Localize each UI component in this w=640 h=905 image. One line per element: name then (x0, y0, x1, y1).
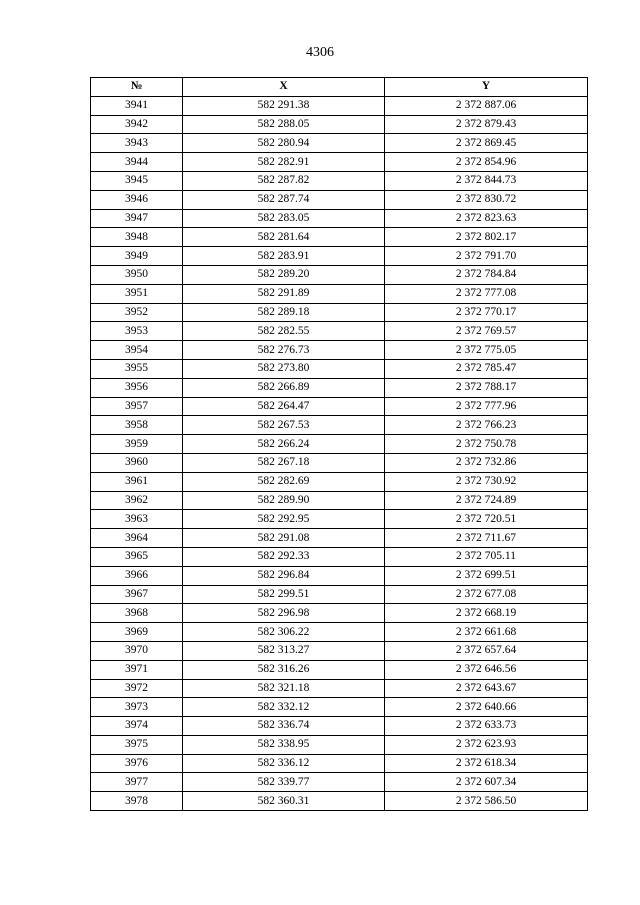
y-coordinate-cell: 2 372 887.06 (385, 96, 588, 115)
x-coordinate-cell: 582 360.31 (183, 792, 385, 811)
table-row (91, 322, 588, 341)
y-coordinate-cell: 2 372 699.51 (385, 566, 588, 585)
point-number-cell: 3942 (91, 115, 183, 134)
table-row (91, 190, 588, 209)
coordinates-table (90, 77, 588, 811)
y-coordinate-cell: 2 372 879.43 (385, 115, 588, 134)
y-coordinate-cell: 2 372 730.92 (385, 472, 588, 491)
point-number-cell: 3941 (91, 96, 183, 115)
y-coordinate-cell: 2 372 823.63 (385, 209, 588, 228)
table-row (91, 585, 588, 604)
y-coordinate-cell: 2 372 724.89 (385, 491, 588, 510)
point-number-cell: 3951 (91, 284, 183, 303)
x-coordinate-cell: 582 287.74 (183, 190, 385, 209)
table-row (91, 265, 588, 284)
table-row (91, 359, 588, 378)
point-number-cell: 3964 (91, 529, 183, 548)
point-number-cell: 3958 (91, 416, 183, 435)
point-number-cell: 3976 (91, 754, 183, 773)
table-row (91, 416, 588, 435)
table-row (91, 547, 588, 566)
y-coordinate-cell: 2 372 640.66 (385, 698, 588, 717)
table-row (91, 641, 588, 660)
table-row (91, 679, 588, 698)
table-row (91, 284, 588, 303)
x-coordinate-cell: 582 336.74 (183, 717, 385, 736)
x-coordinate-cell: 582 336.12 (183, 754, 385, 773)
table-row (91, 247, 588, 266)
x-coordinate-cell: 582 321.18 (183, 679, 385, 698)
table-row (91, 378, 588, 397)
y-coordinate-cell: 2 372 854.96 (385, 153, 588, 172)
table-row (91, 491, 588, 510)
x-coordinate-cell: 582 332.12 (183, 698, 385, 717)
x-coordinate-cell: 582 282.91 (183, 153, 385, 172)
point-number-cell: 3950 (91, 265, 183, 284)
x-coordinate-cell: 582 316.26 (183, 660, 385, 679)
point-number-cell: 3962 (91, 491, 183, 510)
point-number-cell: 3946 (91, 190, 183, 209)
table-row (91, 96, 588, 115)
point-number-cell: 3969 (91, 623, 183, 642)
y-coordinate-cell: 2 372 657.64 (385, 641, 588, 660)
point-number-cell: 3947 (91, 209, 183, 228)
x-coordinate-cell: 582 292.33 (183, 547, 385, 566)
y-coordinate-cell: 2 372 844.73 (385, 171, 588, 190)
x-coordinate-cell: 582 288.05 (183, 115, 385, 134)
x-coordinate-cell: 582 291.08 (183, 529, 385, 548)
x-coordinate-cell: 582 264.47 (183, 397, 385, 416)
y-coordinate-cell: 2 372 705.11 (385, 547, 588, 566)
point-number-cell: 3968 (91, 604, 183, 623)
x-coordinate-cell: 582 299.51 (183, 585, 385, 604)
y-coordinate-cell: 2 372 777.96 (385, 397, 588, 416)
x-coordinate-cell: 582 283.91 (183, 247, 385, 266)
x-coordinate-cell: 582 267.53 (183, 416, 385, 435)
x-coordinate-cell: 582 291.38 (183, 96, 385, 115)
y-coordinate-cell: 2 372 869.45 (385, 134, 588, 153)
y-coordinate-cell: 2 372 643.67 (385, 679, 588, 698)
point-number-cell: 3972 (91, 679, 183, 698)
y-coordinate-cell: 2 372 830.72 (385, 190, 588, 209)
y-coordinate-cell: 2 372 775.05 (385, 341, 588, 360)
table-row (91, 660, 588, 679)
point-number-cell: 3974 (91, 717, 183, 736)
y-coordinate-cell: 2 372 623.93 (385, 735, 588, 754)
point-number-cell: 3955 (91, 359, 183, 378)
y-coordinate-cell: 2 372 802.17 (385, 228, 588, 247)
x-coordinate-cell: 582 291.89 (183, 284, 385, 303)
y-coordinate-cell: 2 372 646.56 (385, 660, 588, 679)
y-coordinate-cell: 2 372 791.70 (385, 247, 588, 266)
x-coordinate-cell: 582 266.24 (183, 435, 385, 454)
x-coordinate-cell: 582 280.94 (183, 134, 385, 153)
point-number-cell: 3971 (91, 660, 183, 679)
x-coordinate-cell: 582 338.95 (183, 735, 385, 754)
y-coordinate-cell: 2 372 777.08 (385, 284, 588, 303)
point-number-cell: 3978 (91, 792, 183, 811)
x-coordinate-cell: 582 276.73 (183, 341, 385, 360)
table-row (91, 717, 588, 736)
y-coordinate-cell: 2 372 668.19 (385, 604, 588, 623)
point-number-cell: 3973 (91, 698, 183, 717)
y-coordinate-cell: 2 372 766.23 (385, 416, 588, 435)
point-number-cell: 3970 (91, 641, 183, 660)
table-row (91, 623, 588, 642)
x-coordinate-cell: 582 339.77 (183, 773, 385, 792)
y-coordinate-cell: 2 372 788.17 (385, 378, 588, 397)
table-row (91, 529, 588, 548)
point-number-cell: 3948 (91, 228, 183, 247)
point-number-cell: 3957 (91, 397, 183, 416)
point-number-cell: 3959 (91, 435, 183, 454)
point-number-cell: 3949 (91, 247, 183, 266)
x-coordinate-cell: 582 292.95 (183, 510, 385, 529)
table-row (91, 472, 588, 491)
x-coordinate-cell: 582 281.64 (183, 228, 385, 247)
table-row (91, 566, 588, 585)
x-coordinate-cell: 582 282.55 (183, 322, 385, 341)
table-row (91, 228, 588, 247)
point-number-cell: 3975 (91, 735, 183, 754)
table-row (91, 171, 588, 190)
table-row (91, 510, 588, 529)
point-number-cell: 3943 (91, 134, 183, 153)
page-number: 4306 (306, 45, 334, 60)
y-coordinate-cell: 2 372 607.34 (385, 773, 588, 792)
table-header (91, 78, 588, 97)
table-row (91, 209, 588, 228)
point-number-cell: 3960 (91, 453, 183, 472)
point-number-cell: 3967 (91, 585, 183, 604)
point-number-cell: 3954 (91, 341, 183, 360)
table-row (91, 735, 588, 754)
point-number-cell: 3944 (91, 153, 183, 172)
y-coordinate-cell: 2 372 633.73 (385, 717, 588, 736)
point-number-cell: 3963 (91, 510, 183, 529)
point-number-cell: 3965 (91, 547, 183, 566)
table-row (91, 754, 588, 773)
point-number-cell: 3956 (91, 378, 183, 397)
point-number-cell: 3952 (91, 303, 183, 322)
table-row (91, 153, 588, 172)
y-coordinate-cell: 2 372 618.34 (385, 754, 588, 773)
y-coordinate-cell: 2 372 769.57 (385, 322, 588, 341)
x-coordinate-cell: 582 296.98 (183, 604, 385, 623)
table-body (91, 96, 588, 810)
table-row (91, 341, 588, 360)
table-row (91, 303, 588, 322)
x-coordinate-cell: 582 282.69 (183, 472, 385, 491)
y-coordinate-cell: 2 372 661.68 (385, 623, 588, 642)
column-header-x: X (183, 78, 385, 97)
y-coordinate-cell: 2 372 720.51 (385, 510, 588, 529)
y-coordinate-cell: 2 372 586.50 (385, 792, 588, 811)
y-coordinate-cell: 2 372 750.78 (385, 435, 588, 454)
y-coordinate-cell: 2 372 677.08 (385, 585, 588, 604)
y-coordinate-cell: 2 372 732.86 (385, 453, 588, 472)
header-row (91, 78, 588, 97)
y-coordinate-cell: 2 372 785.47 (385, 359, 588, 378)
table-row (91, 134, 588, 153)
table-row (91, 604, 588, 623)
x-coordinate-cell: 582 273.80 (183, 359, 385, 378)
x-coordinate-cell: 582 289.20 (183, 265, 385, 284)
x-coordinate-cell: 582 266.89 (183, 378, 385, 397)
x-coordinate-cell: 582 289.18 (183, 303, 385, 322)
table-row (91, 397, 588, 416)
table-row (91, 773, 588, 792)
table-row (91, 115, 588, 134)
table-row (91, 792, 588, 811)
x-coordinate-cell: 582 267.18 (183, 453, 385, 472)
point-number-cell: 3945 (91, 171, 183, 190)
x-coordinate-cell: 582 306.22 (183, 623, 385, 642)
y-coordinate-cell: 2 372 784.84 (385, 265, 588, 284)
column-header-number: № (91, 78, 183, 97)
point-number-cell: 3966 (91, 566, 183, 585)
point-number-cell: 3961 (91, 472, 183, 491)
y-coordinate-cell: 2 372 711.67 (385, 529, 588, 548)
x-coordinate-cell: 582 287.82 (183, 171, 385, 190)
x-coordinate-cell: 582 289.90 (183, 491, 385, 510)
column-header-y: Y (385, 78, 588, 97)
x-coordinate-cell: 582 296.84 (183, 566, 385, 585)
x-coordinate-cell: 582 283.05 (183, 209, 385, 228)
table-row (91, 698, 588, 717)
table-row (91, 435, 588, 454)
y-coordinate-cell: 2 372 770.17 (385, 303, 588, 322)
point-number-cell: 3977 (91, 773, 183, 792)
table-row (91, 453, 588, 472)
x-coordinate-cell: 582 313.27 (183, 641, 385, 660)
point-number-cell: 3953 (91, 322, 183, 341)
